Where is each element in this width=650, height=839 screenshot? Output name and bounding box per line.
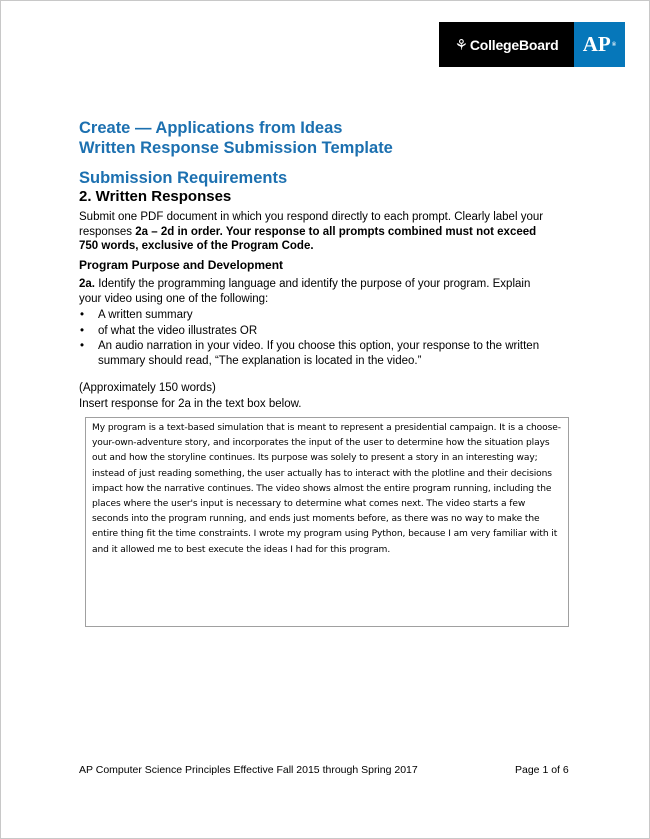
ap-text: AP	[582, 32, 611, 56]
insert-instruction: Insert response for 2a in the text box below.	[79, 398, 302, 410]
list-item-text: An audio narration in your video. If you choose this option, your response to the written summary should read, “The explanation is located in the video.”	[98, 340, 540, 367]
list-item	[79, 324, 549, 339]
program-purpose-heading: Program Purpose and Development	[79, 258, 284, 272]
title-line-1: Create — Applications from Ideas	[79, 119, 343, 137]
collegeboard-logo	[439, 22, 574, 67]
acorn-icon: ⚘	[454, 36, 468, 54]
collegeboard-text: CollegeBoard	[469, 36, 559, 53]
prompt-bullet-list	[79, 308, 549, 369]
word-count-note: (Approximately 150 words)	[79, 382, 216, 394]
intro-text: Submit one PDF document in which you respond directly to each prompt. Clearly label your responses	[79, 211, 544, 238]
bullet-icon: •	[80, 324, 85, 337]
section-subheading: 2. Written Responses	[79, 188, 232, 205]
title-line-2: Written Response Submission Template	[79, 139, 393, 157]
document-title	[79, 118, 393, 158]
bullet-icon: •	[80, 309, 85, 321]
prompt-text: Identify the programming language and identify the purpose of your program. Explain your video using one of the following:	[79, 278, 531, 305]
bullet-icon: •	[80, 340, 85, 352]
collegeboard-ap-logo	[439, 22, 625, 67]
section-heading: Submission Requirements	[79, 169, 288, 187]
ap-registered-mark: ®	[611, 41, 617, 48]
ap-logo	[574, 22, 625, 67]
list-item-text: of what the video illustrates OR	[98, 324, 258, 337]
footer-course-info: AP Computer Science Principles Effective Fall 2015 through Spring 2017	[79, 764, 418, 776]
list-item	[79, 308, 549, 323]
intro-bold-text: 2a – 2d in order. Your response to all prompts combined must not exceed 750 words, exclusive of the Program Code.	[79, 225, 537, 252]
intro-paragraph	[79, 210, 549, 254]
prompt-label: 2a.	[79, 278, 95, 290]
response-text-box[interactable]: My program is a text-based simulation that is meant to represent a presidential campaign. It is a choose-your-own-adventure story, and incorporates the input of the user to determine how the situation plays out and how the storyline continues. Its purpose was solely to present a story in an interesting way; instead of just reading something, the user actually has to interact with the plotline and their decisions impact how the narrative continues. The video shows almost the entire program running, including the places where the user's input is necessary to determine what comes next. The video starts a few seconds into the program running, and ends just moments before, as there was no way to make the entire thing fit the time constraints. I wrote my program using Python, because I am very familiar with it and it allowed me to best execute the ideas I had for this program.	[85, 417, 569, 627]
footer-page-number: Page 1 of 6	[515, 764, 569, 776]
list-item	[79, 339, 549, 368]
list-item-text: A written summary	[98, 309, 193, 321]
prompt-2a	[79, 277, 549, 306]
